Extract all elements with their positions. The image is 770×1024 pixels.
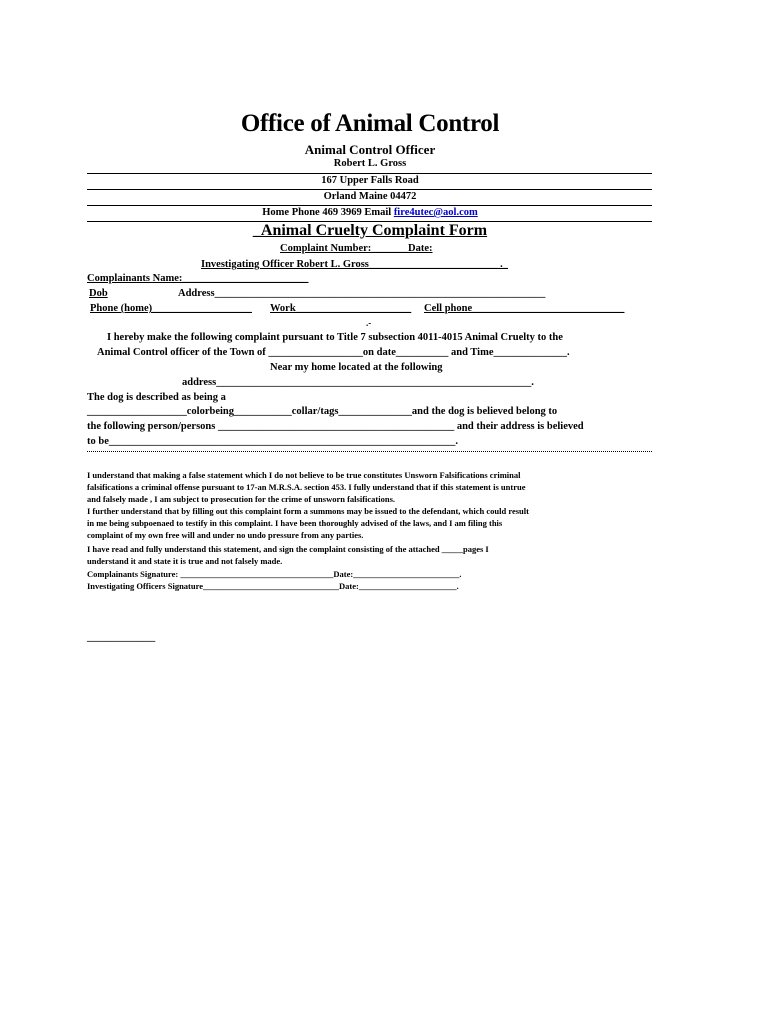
officer-name: Robert L. Gross	[333, 158, 407, 169]
investigating-officer-field[interactable]: Investigating Officer Robert L. Gross_________________________._	[201, 259, 509, 270]
header-rule-2	[87, 189, 652, 190]
phone-home-field[interactable]: Phone (home)___________________	[90, 303, 252, 314]
footnote-separator: _____________	[87, 632, 156, 643]
home-phone-text: Home Phone 469 3969 Email	[262, 207, 394, 218]
work-phone-field[interactable]: Work______________________	[270, 303, 412, 314]
complaint-number-field[interactable]: Complaint Number:_______Date:	[280, 243, 433, 254]
street-address: 167 Upper Falls Road	[321, 175, 419, 186]
statement-line-8: to be__________________________________________________________________.	[87, 436, 458, 447]
header-rule-3	[87, 205, 652, 206]
header-rule-1	[87, 173, 652, 174]
page-title: Office of Animal Control	[240, 110, 500, 137]
legal-line-5: in me being subpoenaed to testify in this complaint. I have been thoroughly advised of the laws, and I am filing this	[87, 518, 503, 528]
legal-line-7: I have read and fully understand this statement, and sign the complaint consisting of the attached _____pages I	[87, 544, 489, 554]
form-title: _Animal Cruelty Complaint Form	[252, 222, 488, 239]
small-mark: .-	[366, 318, 372, 328]
contact-line	[0, 207, 740, 218]
legal-line-2: falsifications a criminal offense pursuant to 17-an M.R.S.A. section 453. I fully understand that if this statement is untrue	[87, 482, 526, 492]
statement-line-3: Near my home located at the following	[270, 362, 443, 373]
email-link[interactable]: fire4utec@aol.com	[393, 207, 478, 218]
statement-line-1: I hereby make the following complaint pursuant to Title 7 subsection 4011-4015 Animal Cruelty to the	[107, 332, 563, 343]
legal-line-8: understand it and state it is true and not falsely made.	[87, 556, 283, 566]
legal-line-3: and falsely made , I am subject to prosecution for the crime of unsworn falsifications.	[87, 494, 396, 504]
dotted-divider	[87, 451, 652, 452]
legal-line-1: I understand that making a false statement which I do not believe to be true constitutes Unsworn Falsifications criminal	[87, 470, 521, 480]
statement-line-2: Animal Control officer of the Town of __________________on date__________ and Time______________.	[97, 347, 570, 358]
legal-line-4: I further understand that by filling out this complaint form a summons may be issued to the defendant, which could result	[87, 506, 529, 516]
statement-line-7: the following person/persons _____________________________________________ and their address is believed	[87, 421, 584, 432]
dob-field[interactable]: Dob	[89, 288, 108, 299]
city-address: Orland Maine 04472	[323, 191, 417, 202]
statement-line-6: ___________________colorbeing___________collar/tags______________and the dog is believed belong to	[87, 406, 558, 417]
complainants-name-field[interactable]: Complainants Name:________________________	[87, 273, 309, 284]
complainant-signature-field[interactable]: Complainants Signature: ____________________________________Date:_________________________.	[87, 569, 462, 579]
address-field[interactable]: Address_______________________________________________________________	[178, 288, 546, 299]
cell-phone-field[interactable]: Cell phone_____________________________	[424, 303, 625, 314]
legal-line-6: complaint of my own free will and under no undo pressure from any parties.	[87, 530, 364, 540]
statement-line-5: The dog is described as being a	[87, 392, 226, 403]
officer-heading: Animal Control Officer	[304, 142, 436, 157]
officer-signature-field[interactable]: Investigating Officers Signature________________________________Date:_______________________.	[87, 581, 459, 591]
statement-line-4: address____________________________________________________________.	[182, 377, 534, 388]
